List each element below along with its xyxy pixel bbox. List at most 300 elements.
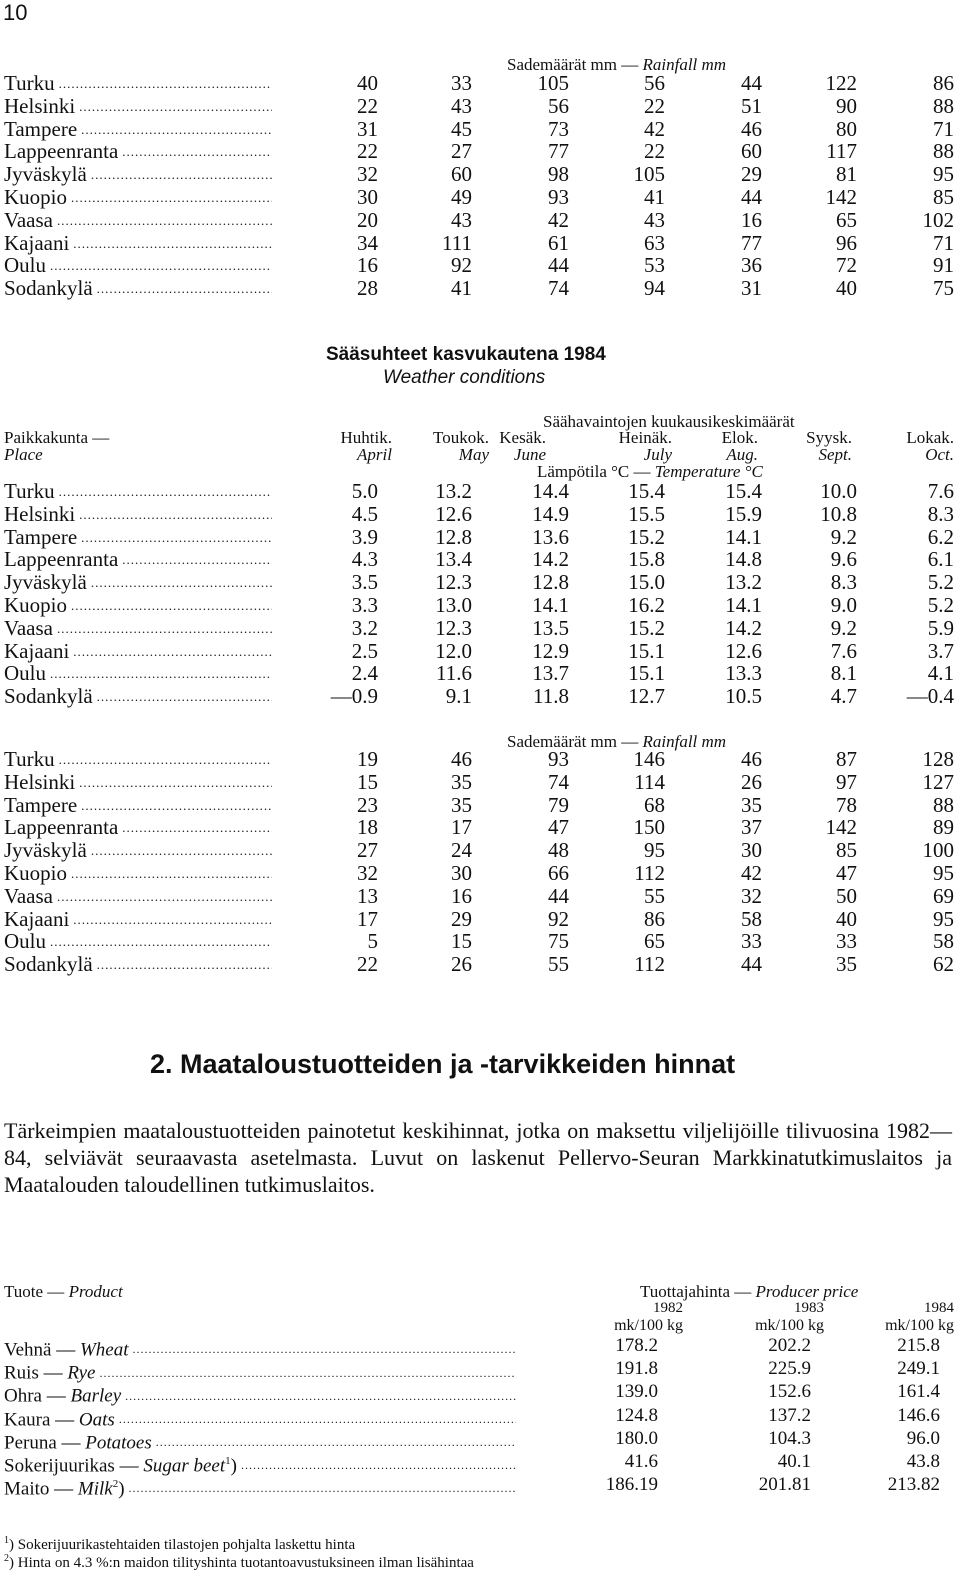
month-header-fi: Huhtik. bbox=[340, 428, 392, 447]
cell-value: 63 bbox=[644, 230, 665, 255]
month-header-fi: Elok. bbox=[721, 428, 758, 447]
price-value: 201.81 bbox=[758, 1474, 811, 1496]
cell-value: 40 bbox=[836, 276, 857, 301]
cell-value: 35 bbox=[451, 769, 472, 794]
price-year-header: 1982 bbox=[653, 1300, 683, 1316]
temperature-table bbox=[0, 480, 960, 708]
cell-value: 66 bbox=[548, 860, 569, 885]
cell-value: 75 bbox=[933, 276, 954, 301]
table-row bbox=[0, 140, 960, 163]
price-year-header: 1984 bbox=[924, 1300, 954, 1316]
cell-value: 14.1 bbox=[725, 592, 762, 617]
cell-value: 32 bbox=[741, 883, 762, 908]
cell-value: 75 bbox=[548, 929, 569, 954]
cell-value: 46 bbox=[451, 747, 472, 771]
cell-value: 13 bbox=[357, 883, 378, 908]
cell-value: 42 bbox=[644, 116, 665, 141]
cell-value: 14.1 bbox=[725, 524, 762, 549]
month-header-fi: Lokak. bbox=[906, 428, 954, 447]
cell-value: 13.0 bbox=[435, 592, 472, 617]
cell-value: 44 bbox=[741, 952, 762, 977]
price-year-header: 1983 bbox=[794, 1300, 824, 1316]
cell-value: 49 bbox=[451, 184, 472, 209]
cell-value: 44 bbox=[741, 71, 762, 95]
cell-value: 12.7 bbox=[628, 684, 665, 709]
cell-value: 18 bbox=[357, 815, 378, 840]
product-header-en: Product bbox=[68, 1282, 123, 1301]
cell-value: 77 bbox=[548, 139, 569, 164]
table-row bbox=[0, 277, 960, 300]
cell-value: 5 bbox=[367, 929, 378, 954]
cell-value: 43 bbox=[451, 207, 472, 232]
cell-value: 69 bbox=[933, 883, 954, 908]
cell-value: 88 bbox=[933, 93, 954, 118]
product-name-fi: Sokerijuurikas — bbox=[4, 1455, 139, 1477]
cell-value: 44 bbox=[548, 253, 569, 278]
rainfall-caption-en: Rainfall mm bbox=[642, 55, 727, 74]
cell-value: 46 bbox=[741, 747, 762, 771]
chapter-paragraph: Tärkeimpien maataloustuotteiden painotetut keskihinnat, jotka on maksettu viljelijöille tilivuosina 1982—84, selviävät seuraavasta asetelmasta. Luvut on laskenut Pellervo-Seuran Markkinatutkimuslaitos ja Maatalouden taloudellinen tutkimuslaitos. bbox=[4, 1118, 952, 1197]
cell-value: 17 bbox=[451, 815, 472, 840]
place-name: Kuopio ..... bbox=[4, 594, 272, 618]
price-row bbox=[0, 1473, 960, 1500]
cell-value: 12.8 bbox=[435, 524, 472, 549]
table-row bbox=[0, 816, 960, 839]
table-row bbox=[0, 771, 960, 794]
cell-value: 79 bbox=[548, 792, 569, 817]
cell-value: 45 bbox=[451, 116, 472, 141]
cell-value: 65 bbox=[836, 207, 857, 232]
cell-value: 13.7 bbox=[532, 661, 569, 686]
cell-value: 13.4 bbox=[435, 547, 472, 572]
cell-value: 58 bbox=[933, 929, 954, 954]
footnote-1-paren: ) bbox=[9, 1537, 14, 1553]
price-table bbox=[0, 1334, 960, 1500]
product-name-fi: Maito — bbox=[4, 1478, 74, 1500]
place-name: Sodankylä ..... bbox=[4, 277, 272, 301]
price-row bbox=[0, 1427, 960, 1454]
cell-value: 14.9 bbox=[532, 501, 569, 526]
cell-value: 19 bbox=[357, 747, 378, 771]
cell-value: 142 bbox=[825, 815, 857, 840]
cell-value: 85 bbox=[836, 838, 857, 863]
cell-value: 14.4 bbox=[532, 479, 569, 503]
price-value: 191.8 bbox=[615, 1358, 658, 1380]
product-name-en: Oats bbox=[78, 1408, 115, 1430]
cell-value: 97 bbox=[836, 769, 857, 794]
table-row bbox=[0, 617, 960, 640]
table-row bbox=[0, 526, 960, 549]
month-header-en: May bbox=[458, 445, 489, 464]
rainfall-table-2 bbox=[0, 748, 960, 976]
table-row bbox=[0, 163, 960, 186]
cell-value: 117 bbox=[826, 139, 857, 164]
cell-value: 9.6 bbox=[830, 547, 857, 572]
place-name: Lappeenranta ..... bbox=[4, 548, 272, 572]
cell-value: 32 bbox=[357, 162, 378, 187]
cell-value: 88 bbox=[933, 139, 954, 164]
cell-value: 122 bbox=[825, 71, 857, 95]
section-title-en: Weather conditions bbox=[383, 367, 546, 388]
price-value: 146.6 bbox=[897, 1404, 940, 1426]
product-name-fi: Kaura — bbox=[4, 1408, 75, 1430]
cell-value: 33 bbox=[451, 71, 472, 95]
cell-value: 15.5 bbox=[628, 501, 665, 526]
page-number: 10 bbox=[3, 0, 28, 25]
cell-value: 90 bbox=[836, 93, 857, 118]
rainfall-caption-fi: Sademäärät mm — bbox=[507, 55, 639, 74]
price-value: 152.6 bbox=[768, 1381, 811, 1403]
cell-value: 112 bbox=[634, 860, 665, 885]
price-value: 104.3 bbox=[768, 1427, 811, 1449]
month-header-fi: Toukok. bbox=[433, 428, 489, 447]
place-header-en: Place bbox=[4, 445, 43, 464]
cell-value: 12.6 bbox=[435, 501, 472, 526]
cell-value: 146 bbox=[633, 747, 665, 771]
place-name: Lappeenranta ..... bbox=[4, 816, 272, 840]
cell-value: 16 bbox=[357, 253, 378, 278]
cell-value: 47 bbox=[836, 860, 857, 885]
place-name: Tampere ..... bbox=[4, 118, 272, 142]
footnote-2 bbox=[4, 1551, 474, 1571]
cell-value: 53 bbox=[644, 253, 665, 278]
cell-value: 23 bbox=[357, 792, 378, 817]
month-header-en: July bbox=[643, 445, 672, 464]
cell-value: 32 bbox=[357, 860, 378, 885]
cell-value: 56 bbox=[644, 71, 665, 95]
place-name: Sodankylä ..... bbox=[4, 953, 272, 977]
product-name-en: Milk bbox=[77, 1478, 113, 1500]
cell-value: 35 bbox=[836, 952, 857, 977]
table-row bbox=[0, 503, 960, 526]
cell-value: 37 bbox=[741, 815, 762, 840]
place-name: Kuopio ..... bbox=[4, 862, 272, 886]
cell-value: 150 bbox=[633, 815, 665, 840]
place-name: Oulu ..... bbox=[4, 930, 272, 954]
cell-value: 3.9 bbox=[351, 524, 378, 549]
price-value: 249.1 bbox=[897, 1358, 940, 1380]
cell-value: 15.1 bbox=[628, 638, 665, 663]
cell-value: 4.1 bbox=[927, 661, 954, 686]
place-name: Jyväskylä ..... bbox=[4, 571, 272, 595]
cell-value: 16 bbox=[741, 207, 762, 232]
product-name-fi: Vehnä — bbox=[4, 1339, 76, 1361]
place-name: Turku ..... bbox=[4, 748, 272, 772]
rainfall-table-1 bbox=[0, 72, 960, 300]
price-value: 186.19 bbox=[605, 1474, 658, 1496]
cell-value: 14.2 bbox=[532, 547, 569, 572]
table-row bbox=[0, 594, 960, 617]
cell-value: 95 bbox=[933, 906, 954, 931]
cell-value: 15.2 bbox=[628, 615, 665, 640]
footnote-ref: 2 bbox=[112, 1478, 119, 1491]
cell-value: 42 bbox=[548, 207, 569, 232]
place-name: Vaasa ..... bbox=[4, 885, 272, 909]
cell-value: 93 bbox=[548, 184, 569, 209]
price-value: 43.8 bbox=[906, 1450, 940, 1472]
rainfall-caption-en: Rainfall mm bbox=[642, 732, 727, 751]
cell-value: 111 bbox=[442, 230, 472, 255]
cell-value: 2.4 bbox=[351, 661, 378, 686]
footnote-1 bbox=[4, 1533, 355, 1553]
cell-value: 55 bbox=[644, 883, 665, 908]
cell-value: 12.3 bbox=[435, 615, 472, 640]
cell-value: 30 bbox=[357, 184, 378, 209]
place-name: Tampere ..... bbox=[4, 526, 272, 550]
cell-value: 92 bbox=[548, 906, 569, 931]
cell-value: 22 bbox=[644, 93, 665, 118]
cell-value: 51 bbox=[741, 93, 762, 118]
cell-value: 92 bbox=[451, 253, 472, 278]
cell-value: 13.2 bbox=[435, 479, 472, 503]
cell-value: 142 bbox=[825, 184, 857, 209]
cell-value: 127 bbox=[922, 769, 954, 794]
cell-value: 40 bbox=[357, 71, 378, 95]
place-name: Oulu ..... bbox=[4, 254, 272, 278]
table-row bbox=[0, 839, 960, 862]
cell-value: 73 bbox=[548, 116, 569, 141]
cell-value: 29 bbox=[451, 906, 472, 931]
cell-value: 34 bbox=[357, 230, 378, 255]
cell-value: 13.3 bbox=[725, 661, 762, 686]
footnote-2-mark: 2 bbox=[4, 1553, 9, 1564]
cell-value: 15 bbox=[357, 769, 378, 794]
cell-value: 8.3 bbox=[927, 501, 954, 526]
cell-value: 77 bbox=[741, 230, 762, 255]
price-row bbox=[0, 1357, 960, 1384]
cell-value: 27 bbox=[357, 838, 378, 863]
section-title-fi: Sääsuhteet kasvukautena 1984 bbox=[326, 344, 606, 365]
cell-value: 15.9 bbox=[725, 501, 762, 526]
month-header-fi: Heinäk. bbox=[618, 428, 672, 447]
cell-value: 36 bbox=[741, 253, 762, 278]
cell-value: 12.0 bbox=[435, 638, 472, 663]
place-name: Helsinki ..... bbox=[4, 771, 272, 795]
table-row bbox=[0, 748, 960, 771]
cell-value: 4.3 bbox=[351, 547, 378, 572]
cell-value: 11.8 bbox=[533, 684, 569, 709]
cell-value: 22 bbox=[357, 952, 378, 977]
cell-value: 94 bbox=[644, 276, 665, 301]
product-header bbox=[4, 1282, 123, 1302]
cell-value: 33 bbox=[836, 929, 857, 954]
price-unit-header: mk/100 kg bbox=[755, 1317, 824, 1334]
cell-value: 15.4 bbox=[725, 479, 762, 503]
cell-value: 95 bbox=[933, 860, 954, 885]
cell-value: 100 bbox=[922, 838, 954, 863]
cell-value: 35 bbox=[741, 792, 762, 817]
place-name: Oulu ..... bbox=[4, 662, 272, 686]
product-name bbox=[4, 1473, 516, 1501]
cell-value: 33 bbox=[741, 929, 762, 954]
table-row bbox=[0, 908, 960, 931]
cell-value: 105 bbox=[633, 162, 665, 187]
rainfall-caption-fi: Sademäärät mm — bbox=[507, 732, 639, 751]
cell-value: 43 bbox=[451, 93, 472, 118]
price-row bbox=[0, 1450, 960, 1477]
cell-value: 56 bbox=[548, 93, 569, 118]
producer-price-header bbox=[640, 1282, 858, 1302]
place-name: Vaasa ..... bbox=[4, 209, 272, 233]
cell-value: 3.3 bbox=[351, 592, 378, 617]
cell-value: 22 bbox=[357, 93, 378, 118]
cell-value: 26 bbox=[741, 769, 762, 794]
cell-value: 61 bbox=[548, 230, 569, 255]
cell-value: 5.0 bbox=[351, 479, 378, 503]
product-name-fi: Ruis — bbox=[4, 1362, 63, 1384]
place-name: Jyväskylä ..... bbox=[4, 163, 272, 187]
cell-value: 72 bbox=[836, 253, 857, 278]
cell-value: 14.8 bbox=[725, 547, 762, 572]
cell-value: 12.6 bbox=[725, 638, 762, 663]
cell-value: 30 bbox=[741, 838, 762, 863]
cell-value: 28 bbox=[357, 276, 378, 301]
producer-price-fi: Tuottajahinta — bbox=[640, 1282, 752, 1301]
cell-value: 40 bbox=[836, 906, 857, 931]
table-row bbox=[0, 254, 960, 277]
cell-value: 41 bbox=[644, 184, 665, 209]
price-value: 161.4 bbox=[897, 1381, 940, 1403]
product-header-fi: Tuote — bbox=[4, 1282, 65, 1301]
cell-value: 6.1 bbox=[927, 547, 954, 572]
cell-value: 15.4 bbox=[628, 479, 665, 503]
place-name: Turku ..... bbox=[4, 480, 272, 504]
product-name-en: Wheat bbox=[79, 1339, 129, 1361]
table-row bbox=[0, 571, 960, 594]
cell-value: 102 bbox=[922, 207, 954, 232]
cell-value: 13.2 bbox=[725, 570, 762, 595]
cell-value: 13.6 bbox=[532, 524, 569, 549]
price-value: 41.6 bbox=[624, 1450, 658, 1472]
cell-value: 48 bbox=[548, 838, 569, 863]
place-name: Turku ..... bbox=[4, 72, 272, 96]
cell-value: 98 bbox=[548, 162, 569, 187]
cell-value: 35 bbox=[451, 792, 472, 817]
table-row bbox=[0, 548, 960, 571]
cell-value: 86 bbox=[933, 71, 954, 95]
cell-value: 81 bbox=[836, 162, 857, 187]
place-name: Lappeenranta ..... bbox=[4, 140, 272, 164]
cell-value: 17 bbox=[357, 906, 378, 931]
cell-value: 7.6 bbox=[927, 479, 954, 503]
cell-value: 44 bbox=[548, 883, 569, 908]
cell-value: 60 bbox=[741, 139, 762, 164]
cell-value: 12.8 bbox=[532, 570, 569, 595]
place-name: Kajaani ..... bbox=[4, 232, 272, 256]
price-value: 202.2 bbox=[768, 1335, 811, 1356]
cell-value: 105 bbox=[537, 71, 569, 95]
month-header-fi: Syysk. bbox=[806, 428, 852, 447]
cell-value: 13.5 bbox=[532, 615, 569, 640]
cell-value: 68 bbox=[644, 792, 665, 817]
cell-value: 3.5 bbox=[351, 570, 378, 595]
cell-value: 128 bbox=[922, 747, 954, 771]
cell-value: 74 bbox=[548, 769, 569, 794]
cell-value: 5.9 bbox=[927, 615, 954, 640]
price-value: 137.2 bbox=[768, 1404, 811, 1426]
place-name: Kajaani ..... bbox=[4, 640, 272, 664]
cell-value: 31 bbox=[741, 276, 762, 301]
cell-value: 5.2 bbox=[927, 592, 954, 617]
table-row bbox=[0, 480, 960, 503]
cell-value: 43 bbox=[644, 207, 665, 232]
price-value: 215.8 bbox=[897, 1335, 940, 1356]
cell-value: 88 bbox=[933, 792, 954, 817]
cell-value: 4.5 bbox=[351, 501, 378, 526]
cell-value: 10.0 bbox=[820, 479, 857, 503]
cell-value: 5.2 bbox=[927, 570, 954, 595]
product-name-en: Rye bbox=[67, 1362, 96, 1384]
month-header-en: Sept. bbox=[818, 445, 852, 464]
footnote-2-text: Hinta on 4.3 %:n maidon tilityshinta tuotantoavustuksineen ilman lisähintaa bbox=[17, 1555, 474, 1571]
price-row bbox=[0, 1380, 960, 1407]
cell-value: 22 bbox=[644, 139, 665, 164]
cell-value: 6.2 bbox=[927, 524, 954, 549]
table-row bbox=[0, 662, 960, 685]
footnote-ref-paren: ) bbox=[118, 1478, 125, 1500]
producer-price-en: Producer price bbox=[755, 1282, 859, 1301]
cell-value: 50 bbox=[836, 883, 857, 908]
cell-value: 58 bbox=[741, 906, 762, 931]
cell-value: 29 bbox=[741, 162, 762, 187]
cell-value: 8.1 bbox=[830, 661, 857, 686]
cell-value: 62 bbox=[933, 952, 954, 977]
cell-value: 16.2 bbox=[628, 592, 665, 617]
table-row bbox=[0, 72, 960, 95]
table-row bbox=[0, 209, 960, 232]
cell-value: 9.1 bbox=[445, 684, 472, 709]
place-name: Kuopio ..... bbox=[4, 186, 272, 210]
table-row bbox=[0, 953, 960, 976]
cell-value: —0.9 bbox=[330, 684, 378, 709]
footnote-2-paren: ) bbox=[9, 1555, 14, 1571]
table-row bbox=[0, 232, 960, 255]
month-header-en: Aug. bbox=[726, 445, 758, 464]
cell-value: 27 bbox=[451, 139, 472, 164]
cell-value: 65 bbox=[644, 929, 665, 954]
cell-value: —0.4 bbox=[906, 684, 954, 709]
cell-value: 9.2 bbox=[830, 524, 857, 549]
cell-value: 8.3 bbox=[830, 570, 857, 595]
product-name-en: Sugar beet bbox=[143, 1455, 226, 1477]
cell-value: 41 bbox=[451, 276, 472, 301]
cell-value: 12.3 bbox=[435, 570, 472, 595]
footnote-ref: 1 bbox=[225, 1454, 231, 1467]
place-name: Kajaani ..... bbox=[4, 908, 272, 932]
cell-value: 44 bbox=[741, 184, 762, 209]
price-value: 180.0 bbox=[615, 1427, 658, 1449]
price-value: 40.1 bbox=[777, 1450, 811, 1472]
temperature-caption-en: Temperature °C bbox=[654, 462, 763, 481]
cell-value: 80 bbox=[836, 116, 857, 141]
price-row bbox=[0, 1404, 960, 1430]
cell-value: 114 bbox=[634, 769, 665, 794]
cell-value: 2.5 bbox=[351, 638, 378, 663]
cell-value: 60 bbox=[451, 162, 472, 187]
price-value: 139.0 bbox=[615, 1381, 658, 1403]
footnote-1-mark: 1 bbox=[4, 1535, 9, 1546]
footnote-1-text: Sokerijuurikastehtaiden tilastojen pohjalta laskettu hinta bbox=[17, 1537, 356, 1553]
table-row bbox=[0, 885, 960, 908]
cell-value: 78 bbox=[836, 792, 857, 817]
table-row bbox=[0, 95, 960, 118]
place-name: Helsinki ..... bbox=[4, 503, 272, 527]
cell-value: 26 bbox=[451, 952, 472, 977]
cell-value: 9.2 bbox=[830, 615, 857, 640]
cell-value: 47 bbox=[548, 815, 569, 840]
cell-value: 10.8 bbox=[820, 501, 857, 526]
price-value: 225.9 bbox=[768, 1358, 811, 1380]
